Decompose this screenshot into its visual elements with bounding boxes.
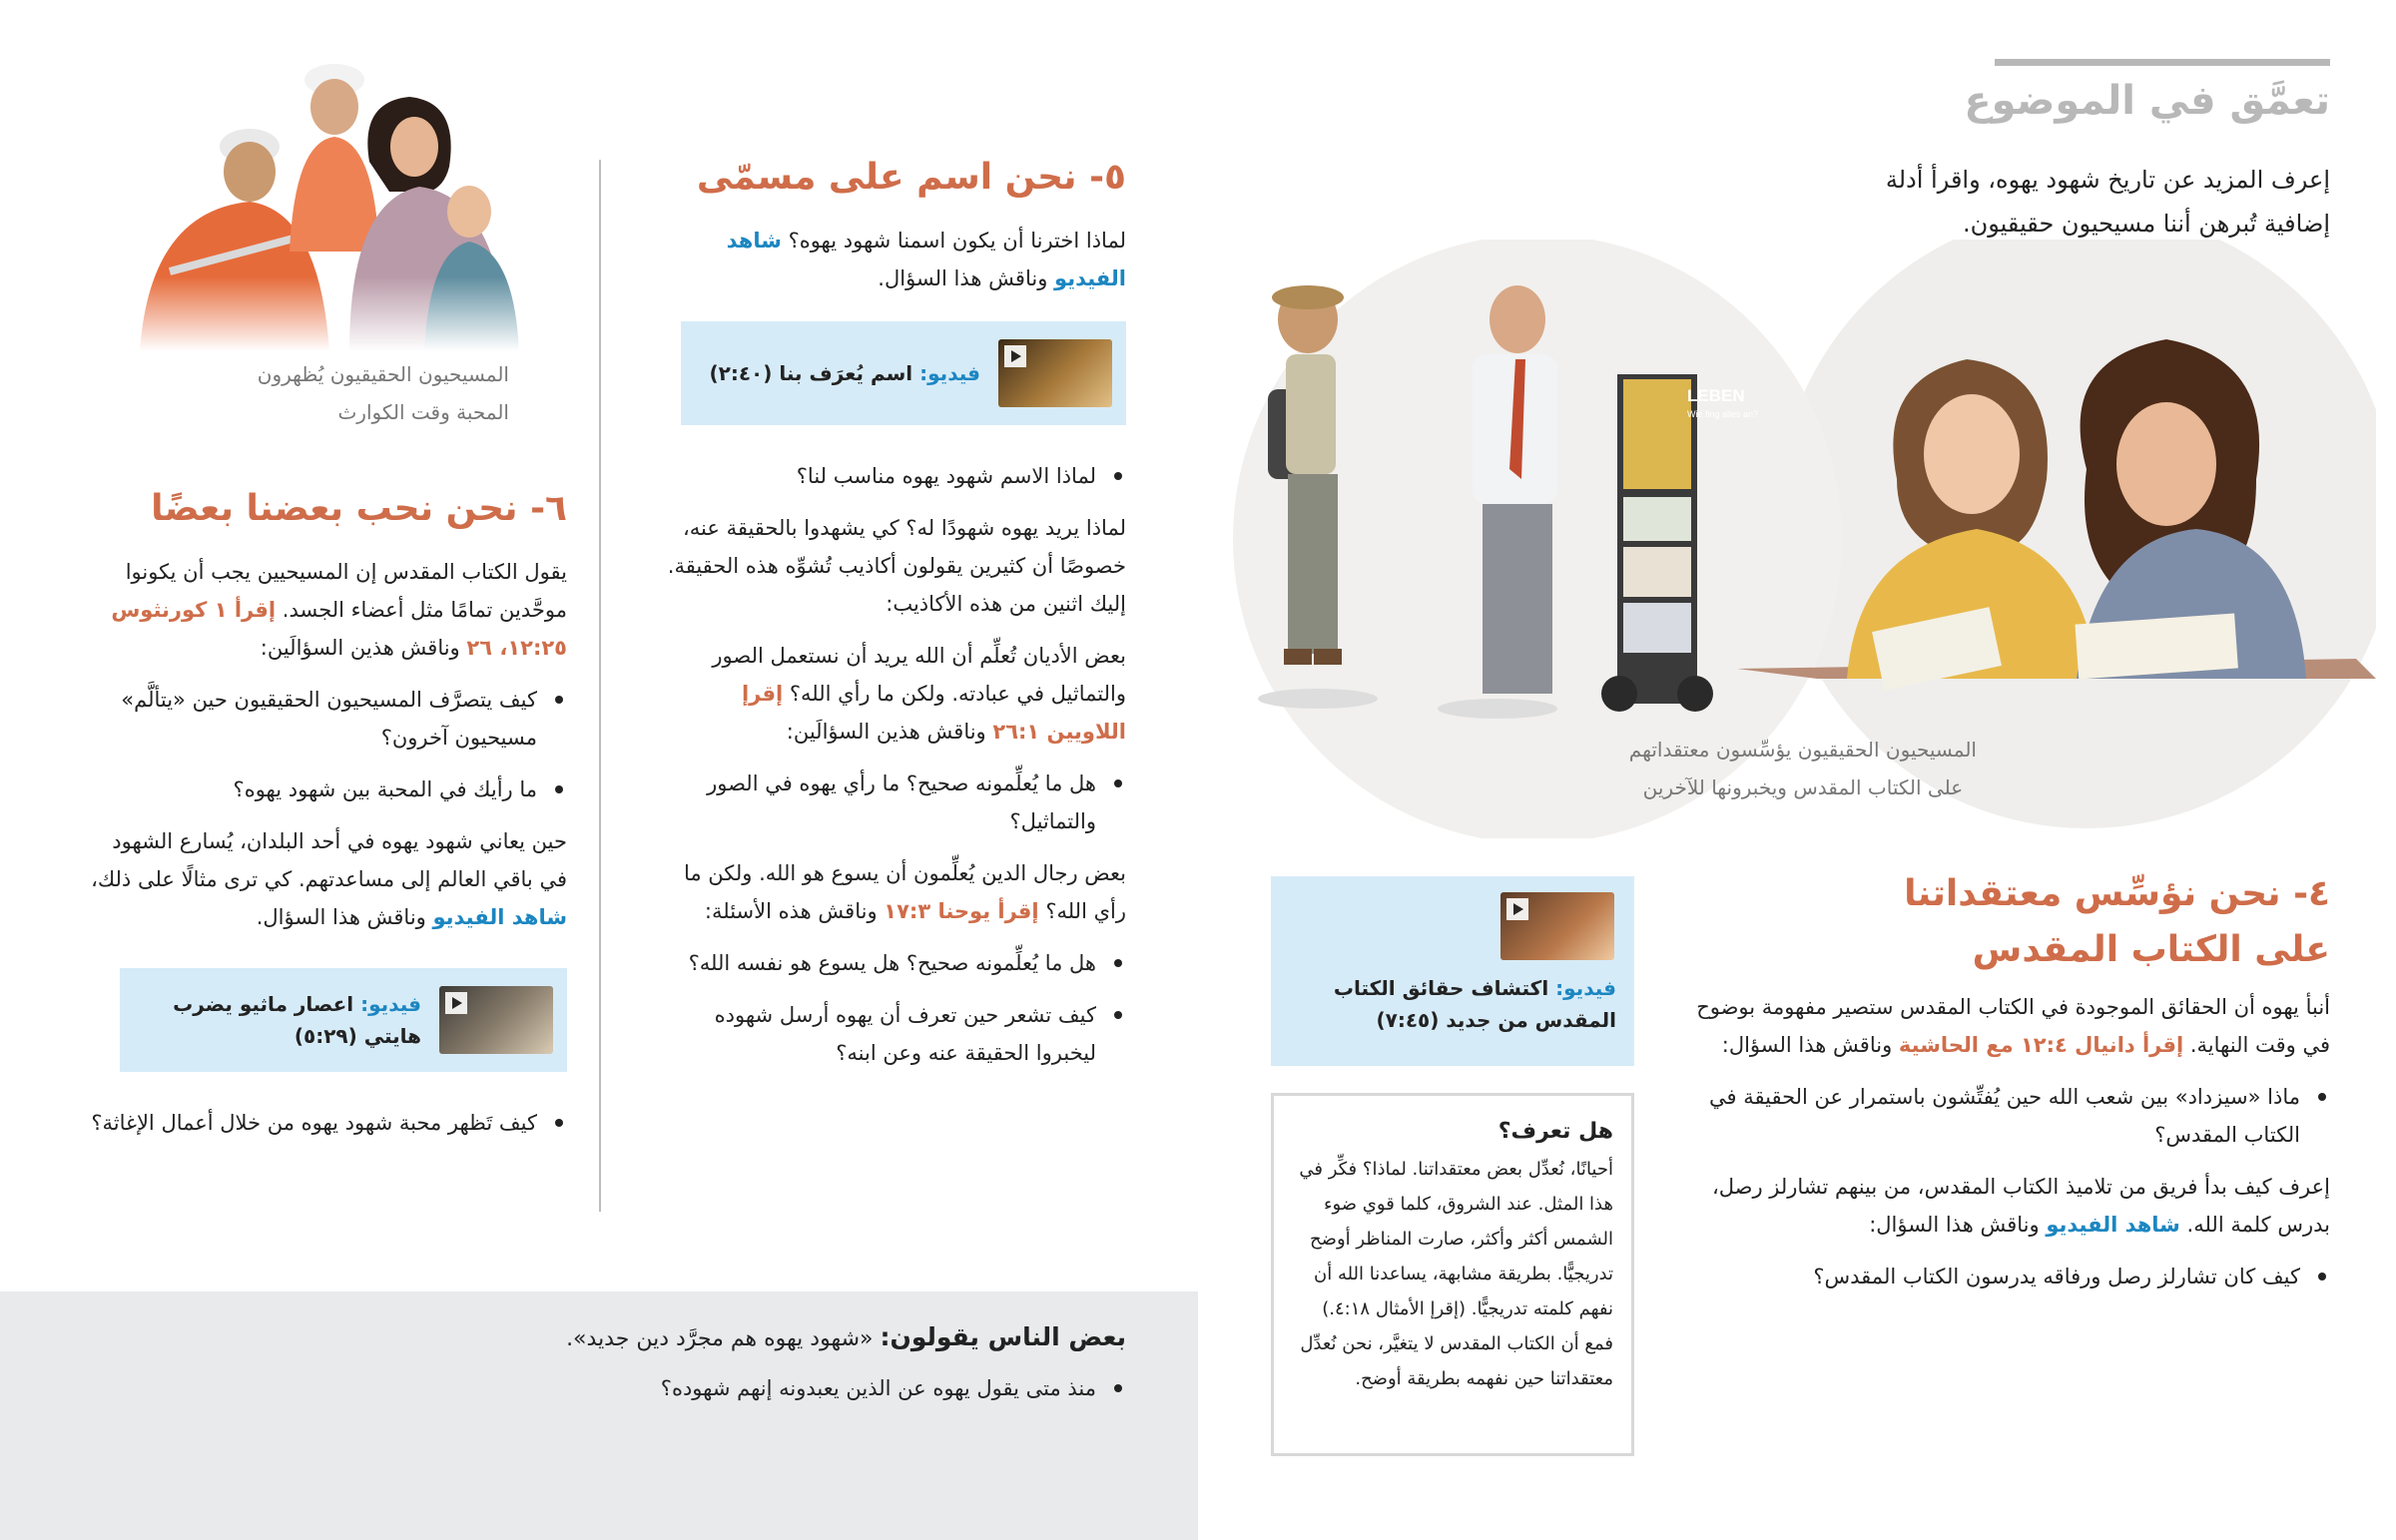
did-you-know-box [1271, 1093, 1634, 1456]
list-item: هل ما يُعلِّمونه صحيح؟ هل يسوع هو نفسه الله؟ [657, 944, 1096, 982]
section4-heading: ٤- نحن نؤسِّس معتقداتنا على الكتاب المقدس [1904, 873, 2330, 970]
section5-video-text: فيديو: اسم يُعرَف بنا (٢:٤٠) [709, 361, 980, 385]
section5-bullets3 [657, 944, 1126, 1072]
list-item: كيف تَظهر محبة شهود يهوه من خلال أعمال الإغاثة؟ [88, 1104, 537, 1142]
section5-paragraph4: بعض رجال الدين يُعلِّمون أن يسوع هو الله. ولكن ما رأي الله؟ إقرأ يوحنا ١٧:٣ وناقش هذه الأسئلة: [683, 861, 1126, 923]
section5-read-leviticus[interactable]: إقرإ اللاويين ٢٦:١ [741, 682, 1126, 744]
section4-bullets1 [1681, 1078, 2330, 1154]
cart-sign-subtitle: Wie fing alles an? [1687, 409, 1759, 419]
section5-paragraph2: لماذا يريد يهوه شهودًا له؟ كي يشهدوا بالحقيقة عنه، خصوصًا أن كثيرين يقولون أكاذيب تُشوِّه هذه الحقيقة. إليك اثنين من هذه الأكاذيب: [667, 516, 1126, 616]
section6-body2 [88, 1104, 567, 1156]
section5-body [657, 457, 1126, 1086]
section4-video-text: فيديو: اكتشاف حقائق الكتاب المقدس من جديد (٧:٤٥) [1333, 976, 1616, 1032]
section5-bullets1 [657, 457, 1126, 495]
some-people-say-bullets [427, 1369, 1126, 1407]
section6-video-box[interactable] [120, 968, 567, 1072]
section5-paragraph1: لماذا اخترنا أن يكون اسمنا شهود يهوه؟ شاهد الفيديو وناقش هذا السؤال. [726, 229, 1126, 290]
cart-sign-title: LEBEN [1687, 386, 1745, 405]
list-item: ما رأيك في المحبة بين شهود يهوه؟ [88, 770, 537, 808]
section5-paragraph3: بعض الأديان تُعلِّم أن الله يريد أن نستعمل الصور والتماثيل في عبادته. ولكن ما رأي الله؟ إقرإ اللاويين ٢٦:١ وناقش هذين السؤالَين: [712, 644, 1126, 744]
section6-paragraph1: يقول الكتاب المقدس إن المسيحيين يجب أن يكونوا موحَّدين تمامًا مثل أعضاء الجسد. إقرأ ١ كورنثوس ١٢:٢٥، ٢٦ وناقش هذين السؤالَين: [111, 560, 567, 660]
list-item: منذ متى يقول يهوه عن الذين يعبدونه إنهم شهوده؟ [427, 1369, 1096, 1407]
list-item: لماذا الاسم شهود يهوه مناسب لنا؟ [657, 457, 1096, 495]
play-icon [1506, 898, 1528, 920]
relief-illustration [100, 52, 549, 351]
study-caption: المسيحيون الحقيقيون يؤسِّسون معتقداتهم على الكتاب المقدس ويخبرونها للآخرين [1628, 738, 1977, 799]
section4-video-thumbnail[interactable] [1500, 892, 1614, 960]
section4-body [1681, 988, 2330, 1309]
section5-watch-video-link[interactable]: شاهد الفيديو [726, 229, 1126, 290]
section5-video-thumbnail[interactable] [998, 339, 1112, 407]
section6-watch-video-link[interactable]: شاهد الفيديو [432, 905, 567, 929]
section5-video-box[interactable] [681, 321, 1126, 425]
section5-bullets2 [657, 765, 1126, 840]
section4-video-box[interactable] [1271, 876, 1634, 1066]
header-rule [1995, 59, 2330, 66]
some-people-say-heading: بعض الناس يقولون: «شهود يهوه هم مجرَّد دين جديد». [566, 1322, 1126, 1351]
list-item: هل ما يُعلِّمونه صحيح؟ ما رأي يهوه في الصور والتماثيل؟ [657, 765, 1096, 840]
section4-paragraph2: إعرف كيف بدأ فريق من تلاميذ الكتاب المقدس، من بينهم تشارلز رصل، بدرس كلمة الله. شاهد الفيديو وناقش هذا السؤال: [1711, 1175, 2330, 1237]
section5-read-john[interactable]: إقرأ يوحنا ١٧:٣ [884, 899, 1039, 923]
section4-read-link[interactable]: إقرأ دانيال ١٢:٤ مع الحاشية [1898, 1033, 2184, 1057]
play-icon [1004, 345, 1026, 367]
column-divider [599, 160, 601, 1212]
section6-body [88, 553, 567, 950]
did-you-know-text: أحيانًا، نُعدِّل بعض معتقداتنا. لماذا؟ فكِّر في هذا المثل. عند الشروق، كلما قوي ضوء الشمس أكثر وأكثر، صارت المناظر أوضح تدريجيًّا. بطريقة مشابهة، يساعدنا الله أن نفهم كلمته تدريجيًّا. (إقرإ الأمثال ٤:١٨.) فمع أن الكتاب المقدس لا يتغيَّر، نحن نُعدِّل معتقداتنا حين نفهمه بطريقة أوضح. [1299, 1159, 1613, 1389]
section6-bullets2 [88, 1104, 567, 1142]
section6-video-text: فيديو: اعصار ماثيو يضرب هايتي (٥:٢٩) [173, 992, 421, 1048]
list-item: كيف يتصرَّف المسيحيون الحقيقيون حين «يتألَّم» مسيحيون آخرون؟ [88, 681, 537, 757]
section5-heading: ٥- نحن اسم على مسمّى [696, 157, 1126, 198]
section6-video-thumbnail[interactable] [439, 986, 553, 1054]
page-title: تعمَّق في الموضوع [1964, 78, 2330, 124]
play-icon [445, 992, 467, 1014]
list-item: ماذا «سيزداد» بين شعب الله حين يُفتِّشون باستمرار عن الحقيقة في الكتاب المقدس؟ [1681, 1078, 2300, 1154]
list-item: كيف كان تشارلز رصل ورفاقه يدرسون الكتاب المقدس؟ [1681, 1258, 2300, 1295]
section6-paragraph2: حين يعاني شهود يهوه في أحد البلدان، يُسارع الشهود في باقي العالم إلى مساعدتهم. كي ترى مثالًا على ذلك، شاهد الفيديو وناقش هذا السؤال. [91, 829, 567, 929]
did-you-know-heading: هل تعرف؟ [1498, 1119, 1613, 1144]
section4-watch-video-link[interactable]: شاهد الفيديو [2046, 1213, 2180, 1237]
section6-read-corinthians[interactable]: إقرأ ١ كورنثوس ١٢:٢٥، ٢٦ [111, 598, 567, 660]
section4-paragraph1: أنبأ يهوه أن الحقائق الموجودة في الكتاب المقدس ستصير مفهومة بوضوح في وقت النهاية. إقرأ دانيال ١٢:٤ مع الحاشية وناقش هذا السؤال: [1696, 995, 2330, 1057]
some-people-say-body [427, 1369, 1126, 1421]
relief-caption: المسيحيون الحقيقيون يُظهرون المحبة وقت الكوارث [257, 362, 509, 424]
intro-text: إعرف المزيد عن تاريخ شهود يهوه، واقرأ أدلة إضافية تُبرهن أننا مسيحيون حقيقيون. [1885, 166, 2330, 238]
list-item: كيف تشعر حين تعرف أن يهوه أرسل شهوده ليخبروا الحقيقة عنه وعن ابنه؟ [657, 996, 1096, 1072]
section6-bullets1 [88, 681, 567, 808]
section4-bullets2 [1681, 1258, 2330, 1295]
section6-heading: ٦- نحن نحب بعضنا بعضًا [151, 488, 567, 529]
